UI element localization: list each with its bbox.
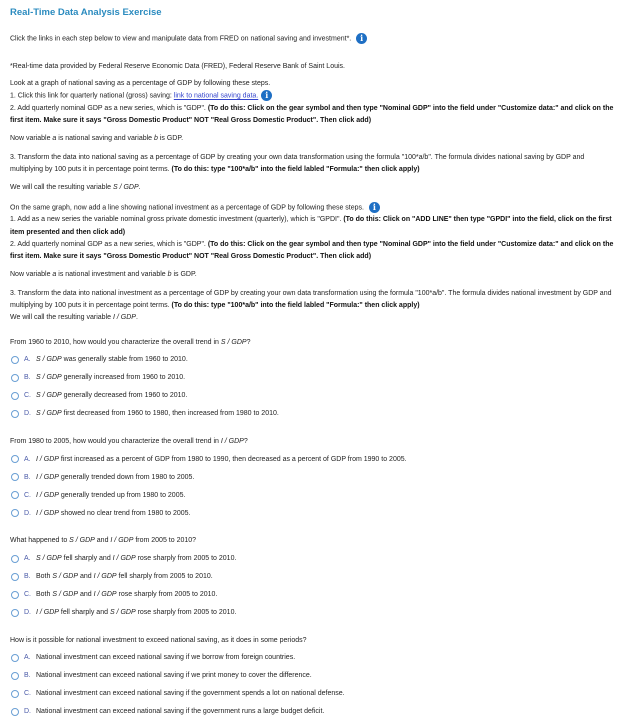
instruction-paragraph [10,61,618,73]
option-letter: A. [24,654,31,662]
option-letter: C. [24,690,31,698]
answer-option[interactable] [10,486,618,504]
instruction-paragraph [10,90,618,103]
option-text [36,690,345,697]
option-letter: D. [24,509,31,517]
text-segment: S / GDP [109,609,136,617]
text-segment: b [154,135,158,143]
option-letter: D. [24,708,31,716]
instruction-paragraph [10,182,618,194]
option-letter: B. [24,672,31,680]
text-segment: National investment can exceed national saving if the government spends a lot on national defense. [36,690,345,698]
option-letter: B. [24,374,31,382]
answer-option[interactable] [10,405,618,423]
answer-option[interactable] [10,649,618,667]
option-letter: A. [24,555,31,563]
radio-button[interactable] [11,356,19,364]
text-segment: 2. Add quarterly nominal GDP as a new series, which is "GDP". [10,240,208,248]
text-segment: How is it possible for national investment to exceed national saving, as it does in some periods? [10,636,307,644]
option-letter: C. [24,392,31,400]
text-segment: I / GDP [36,455,59,463]
radio-button[interactable] [11,672,19,680]
info-icon[interactable]: i [261,90,272,101]
text-segment: and [78,573,94,581]
answer-option[interactable] [10,667,618,685]
text-segment: S / GDP [69,537,95,545]
radio-button[interactable] [11,509,19,517]
answer-option[interactable] [10,586,618,604]
instruction-bold-text: (To do this: Click on the gear symbol and then type "Nominal GDP" into the field under "Customize data:" and click on the first item. Make sure it says "Gross Domestic Product" NOT "Real Gross Domestic Product". Then click add) [10,104,614,125]
text-segment: rose sharply from 2005 to 2010. [135,555,237,563]
instruction-paragraph [10,33,618,46]
info-icon[interactable]: i [356,33,367,44]
text-segment: and [78,591,94,599]
option-text [36,609,236,616]
option-text [36,374,185,381]
text-segment: S / GDP [220,338,247,346]
text-segment: ? [243,437,248,445]
text-segment: and [94,537,111,545]
radio-button[interactable] [11,374,19,382]
text-segment: I / GDP [36,473,59,481]
text-segment: 2. Add quarterly nominal GDP as a new series, which is "GDP". [10,104,208,112]
radio-button[interactable] [11,690,19,698]
text-segment: . [135,314,138,322]
option-letter: A. [24,356,31,364]
text-segment: *Real-time data provided by Federal Reserve Economic Data (FRED), Federal Reserve Bank of Saint Louis. [10,62,345,70]
instruction-paragraph [10,288,618,313]
radio-button[interactable] [11,392,19,400]
text-segment: a [52,135,57,143]
text-segment: S / GDP [52,591,79,599]
option-letter: D. [24,410,31,418]
option-text [36,410,279,417]
radio-button[interactable] [11,555,19,563]
answer-option[interactable] [10,504,618,522]
answer-option[interactable] [10,468,618,486]
option-letter: D. [24,609,31,617]
text-segment: fell sharply from 2005 to 2010. [116,573,213,581]
text-segment: I / GDP [36,491,59,499]
instruction-bold-text: (To do this: Click on "ADD LINE" then type "GPDI" into the field, click on the first item presented and then click add) [10,216,612,236]
text-segment: National investment can exceed national saving if we print money to cover the difference. [36,672,312,680]
text-segment: I / GDP [36,609,59,617]
text-segment: b [167,271,172,279]
text-segment: I / GDP [112,555,136,563]
text-segment: National investment can exceed national saving if we borrow from foreign countries. [36,654,296,662]
radio-button[interactable] [11,591,19,599]
text-segment: S / GDP [36,374,62,382]
text-segment: from 2005 to 2010? [133,537,197,545]
page-title: Real-Time Data Analysis Exercise [10,7,162,18]
text-segment: generally decreased from 1960 to 2010. [61,392,188,400]
text-segment: We will call the resulting variable [10,184,113,192]
text-segment: 3. Transform the data into national investment as a percentage of GDP by creating your own data transformation using the formula "100*a/b". The formula divides national investment by GDP and multiplying by 100 puts it in percentage point terms. [10,289,612,310]
instruction-bold-text: (To do this: type "100*a/b" into the field labled "Formula:" then click apply) [171,302,420,310]
text-segment: 3. Transform the data into national saving as a percentage of GDP by creating your own data transformation using the formula "100*a/b". The formula divides national saving by GDP and multiplying by 100 puts it in percentage point terms. [10,153,585,174]
text-segment: S / GDP [36,555,62,563]
national-saving-data-link[interactable]: link to national saving data. [173,92,259,100]
questions [10,337,618,721]
text-segment: What happened to [10,537,70,545]
text-segment: I / GDP [36,509,59,517]
instruction-bold-text: (To do this: type "100*a/b" into the field labled "Formula:" then click apply) [171,166,420,174]
answer-option[interactable] [10,369,618,387]
text-segment: S / GDP [36,410,62,418]
text-segment: From 1980 to 2005, how would you characterize the overall trend in [10,437,221,445]
instruction-bold-text: (To do this: Click on the gear symbol and then type "Nominal GDP" into the field under "Customize data:" and click on the first item. Make sure it says "Gross Domestic Product" NOT "Real Gross Domestic Product". Then click add) [10,240,614,261]
option-text [36,356,188,363]
question-prompt [10,635,618,647]
text-segment: rose sharply from 2005 to 2010. [135,609,237,617]
text-segment: S / GDP [112,184,139,192]
text-segment: showed no clear trend from 1980 to 2005. [58,509,191,517]
option-text [36,392,187,399]
text-segment: I / GDP [93,591,117,599]
instruction-paragraph [10,239,618,264]
text-segment: S / GDP [36,392,62,400]
text-segment: is national investment and variable [56,271,168,279]
text-segment: Now variable [10,271,53,279]
instruction-paragraph [10,78,618,90]
text-segment: Look at a graph of national saving as a percentage of GDP by following these steps. [10,79,271,87]
text-segment: a [52,271,57,279]
answer-option[interactable] [10,604,618,622]
option-letter: A. [24,455,31,463]
instruction-paragraph [10,133,618,145]
question-prompt [10,535,618,547]
option-text [36,708,324,715]
option-text [36,573,213,580]
text-segment: fell sharply and [58,609,110,617]
option-text [36,474,194,481]
option-text [36,654,295,661]
text-segment: Both [36,591,53,599]
text-segment: I / GDP [110,537,134,545]
option-text [36,555,236,562]
text-segment: Now variable [10,135,53,143]
question-prompt [10,337,618,349]
text-segment: is GDP. [157,135,184,143]
text-segment: is national saving and variable [56,135,154,143]
text-segment: is GDP. [171,271,197,279]
question [10,535,618,621]
option-text [36,492,185,499]
option-letter: B. [24,473,31,481]
option-letter: B. [24,573,31,581]
text-segment: National investment can exceed national saving if the government runs a large budget deficit. [36,708,325,716]
option-text [36,672,312,679]
answer-option[interactable] [10,387,618,405]
text-segment: S / GDP [36,356,62,364]
radio-button[interactable] [11,654,19,662]
text-segment: I / GDP [112,314,136,322]
instructions [10,33,618,325]
info-icon[interactable]: i [369,202,380,213]
text-segment: 1. Click this link for quarterly national (gross) saving: [10,92,174,100]
text-segment: ? [246,338,251,346]
instruction-paragraph [10,202,618,215]
instruction-paragraph [10,214,618,239]
text-segment: Both [36,573,53,581]
text-segment: Click the links in each step below to view and manipulate data from FRED on national saving and investment*. [10,35,354,43]
answer-option[interactable] [10,550,618,568]
text-segment: 1. Add as a new series the variable nominal gross private domestic investment (quarterly), which is "GPDI". [10,216,344,224]
radio-button[interactable] [11,609,19,617]
text-segment: S / GDP [52,573,79,581]
instruction-paragraph [10,152,618,177]
instruction-paragraph [10,269,618,281]
radio-button[interactable] [11,491,19,499]
radio-button[interactable] [11,455,19,463]
question [10,337,618,423]
text-segment: From 1960 to 2010, how would you characterize the overall trend in [10,338,221,346]
radio-button[interactable] [11,708,19,716]
question [10,635,618,721]
answer-option[interactable] [10,450,618,468]
text-segment: first decreased from 1960 to 1980, then increased from 1980 to 2010. [61,410,279,418]
text-segment: We will call the resulting variable [10,314,113,322]
option-text [36,510,190,517]
option-letter: C. [24,491,31,499]
text-segment: I / GDP [93,573,117,581]
radio-button[interactable] [11,573,19,581]
question-prompt [10,436,618,448]
instruction-paragraph [10,103,618,128]
question [10,436,618,522]
option-letter: C. [24,591,31,599]
text-segment: generally trended up from 1980 to 2005. [58,491,186,499]
instruction-paragraph [10,312,618,324]
answer-option[interactable] [10,703,618,721]
text-segment: I / GDP [220,437,244,445]
text-segment: fell sharply and [61,555,113,563]
text-segment: generally increased from 1960 to 2010. [61,374,186,382]
text-segment: was generally stable from 1960 to 2010. [61,356,188,364]
radio-button[interactable] [11,473,19,481]
text-segment: . [138,184,141,192]
text-segment: On the same graph, now add a line showing national investment as a percentage of GDP by following these steps. [10,204,366,211]
answer-option[interactable] [10,685,618,703]
text-segment: rose sharply from 2005 to 2010. [116,591,218,599]
text-segment: first increased as a percent of GDP from 1980 to 1990, then decreased as a percent of GDP from 1990 to 2005. [58,455,407,463]
option-text [36,456,407,463]
answer-option[interactable] [10,351,618,369]
text-segment: generally trended down from 1980 to 2005. [58,473,195,481]
option-text [36,591,217,598]
radio-button[interactable] [11,410,19,418]
answer-option[interactable] [10,568,618,586]
